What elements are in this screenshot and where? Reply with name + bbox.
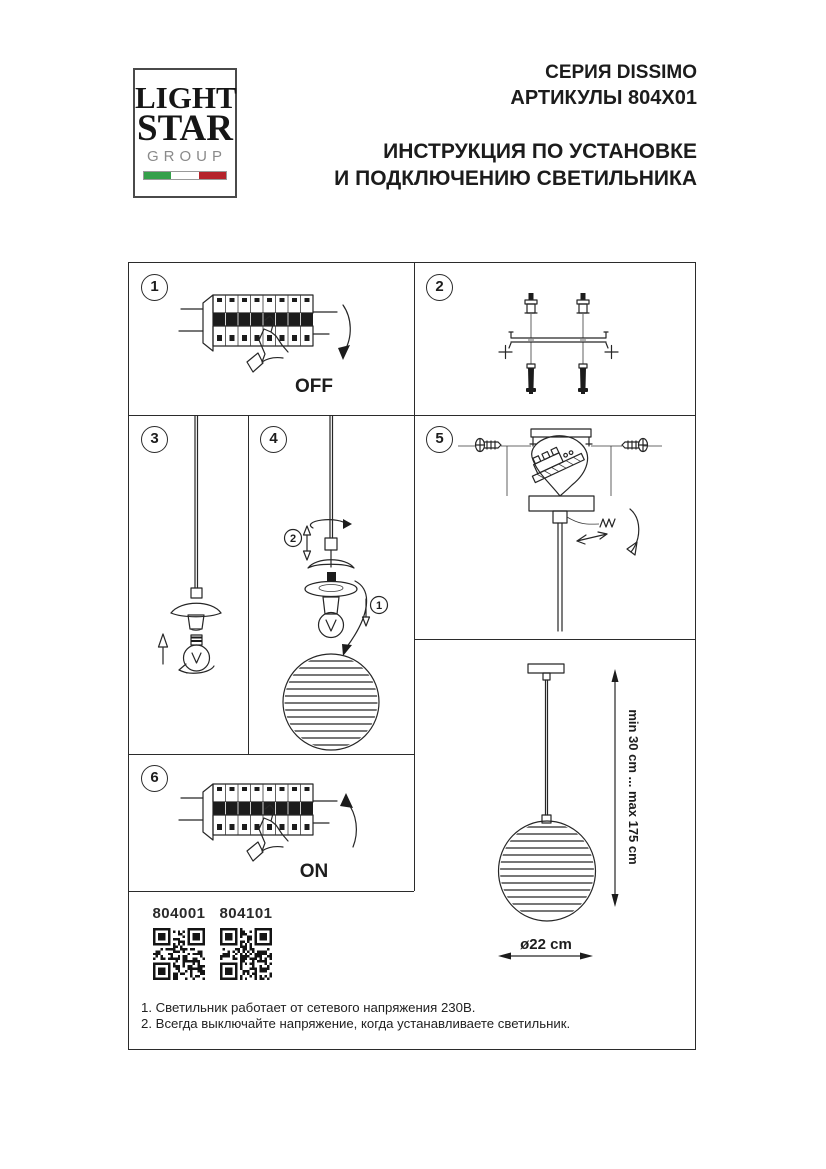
ribbed-globe <box>278 654 384 750</box>
flag-green-segment <box>144 172 171 179</box>
mounting-screw-icon <box>476 439 648 452</box>
pendant-bulb-illustration <box>129 415 248 754</box>
height-dimension-line <box>612 669 619 907</box>
flag-red-segment <box>199 172 226 179</box>
step-panel-6 <box>129 754 414 891</box>
rotate-arrow-icon <box>310 519 352 529</box>
arrow-up-icon <box>340 793 356 847</box>
canopy-plate <box>529 496 594 511</box>
circuit-breaker-off-illustration <box>129 263 414 415</box>
arrow-up-down-icon <box>304 526 311 560</box>
step-number-badge: 6 <box>141 765 168 792</box>
canopy-mounting-illustration <box>414 415 695 639</box>
series-title: СЕРИЯ DISSIMO <box>545 62 697 83</box>
italian-flag-bar <box>143 171 227 180</box>
arrow-down-icon <box>338 305 350 360</box>
arrow-up-icon <box>159 634 168 664</box>
flag-white-segment <box>171 172 198 179</box>
callout-2 <box>285 530 302 547</box>
logo-word-group: GROUP <box>146 148 227 165</box>
note-line: 1. Светильник работает от сетевого напряжения 230В. <box>141 1000 476 1015</box>
step-panel-2 <box>414 263 695 415</box>
article-codes-block <box>129 891 414 1011</box>
logo-word-star: STAR <box>137 108 233 149</box>
article-column <box>151 905 207 980</box>
ceiling-bracket <box>530 429 592 446</box>
circuit-breaker-on-illustration <box>129 754 414 891</box>
zoom-balloon <box>526 436 588 496</box>
lightstar-logo <box>133 68 237 198</box>
rotate-arrow-icon <box>179 664 214 673</box>
article-column <box>218 905 274 980</box>
suspension-cord <box>546 680 548 815</box>
bracket-bar <box>509 332 608 342</box>
svg-text:2: 2 <box>289 533 297 545</box>
on-label: ON <box>299 861 329 882</box>
spring-icon <box>567 517 615 527</box>
step-number-badge: 3 <box>141 426 168 453</box>
step-panel-1 <box>129 263 414 415</box>
light-bulb-icon <box>184 635 210 671</box>
shade-ring <box>305 582 357 597</box>
diameter-dimension-line <box>498 953 593 960</box>
shade-icon <box>171 603 221 630</box>
instruction-title-line1: ИНСТРУКЦИЯ ПО УСТАНОВКЕ <box>383 140 697 163</box>
step-number-badge: 5 <box>426 426 453 453</box>
safety-notes <box>141 1000 686 1032</box>
qr-code <box>153 928 205 980</box>
logo-word-light: LIGHT <box>135 80 237 115</box>
instruction-frame <box>128 262 696 1050</box>
arrow-down-icon <box>363 599 370 626</box>
height-range-label: min 30 cm ... max 175 cm <box>626 709 641 865</box>
ceiling-plate <box>528 664 564 673</box>
step-number-badge: 1 <box>141 274 168 301</box>
step-panel-3 <box>129 415 248 754</box>
svg-text:1: 1 <box>375 600 383 612</box>
step-panel-5 <box>414 415 695 639</box>
mounting-bracket-illustration <box>414 263 695 415</box>
pendant-dimensions-illustration <box>414 639 695 1049</box>
double-arrow-icon <box>577 532 607 544</box>
globe-assembly-illustration <box>248 415 414 754</box>
callout-1 <box>371 597 388 614</box>
articles-title: АРТИКУЛЫ 804X01 <box>510 87 697 109</box>
note-line: 2. Всегда выключайте напряжение, когда устанавливаете светильник. <box>141 1015 571 1031</box>
qr-code <box>220 928 272 980</box>
off-label: OFF <box>295 376 333 397</box>
ribbed-globe <box>496 821 598 921</box>
step-number-badge: 4 <box>260 426 287 453</box>
diameter-label: ø22 cm <box>520 936 572 953</box>
instruction-title-line2: И ПОДКЛЮЧЕНИЮ СВЕТИЛЬНИКА <box>334 167 697 190</box>
article-code: 804101 <box>219 905 273 922</box>
long-screw-icon <box>526 364 588 394</box>
dimension-diagram <box>414 639 695 1049</box>
step-panel-4 <box>248 415 414 754</box>
suspension-rod <box>558 523 562 631</box>
light-bulb-icon <box>319 613 344 638</box>
rotate-arrow-icon <box>627 509 639 555</box>
step-number-badge: 2 <box>426 274 453 301</box>
article-code: 804001 <box>152 905 206 922</box>
wall-anchor-icon <box>525 293 589 313</box>
document-titles <box>334 60 697 192</box>
side-screw-icon <box>499 343 618 359</box>
